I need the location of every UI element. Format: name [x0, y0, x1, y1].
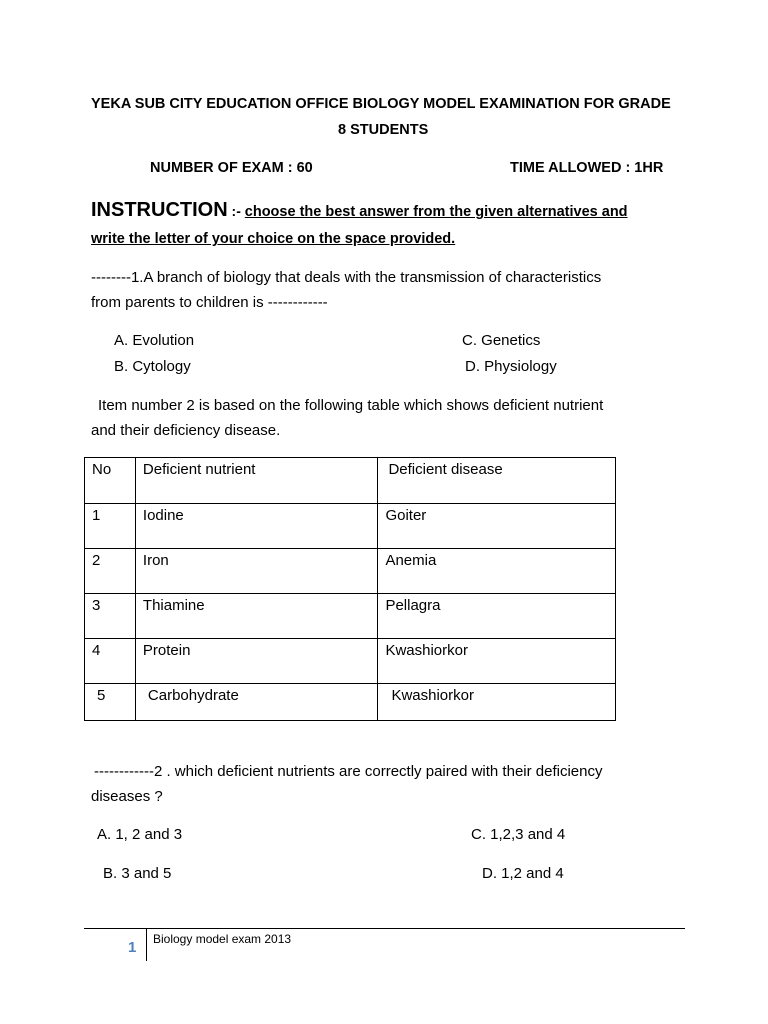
exam-title-line2: 8 STUDENTS [338, 122, 429, 138]
instruction-separator: :- [227, 203, 245, 219]
question-1-option-d: D. Physiology [465, 358, 557, 375]
row-number: 5 [97, 687, 106, 704]
instruction-text-line2: write the letter of your choice on the space provided. [91, 231, 456, 247]
table-row [85, 684, 616, 721]
table-cell [378, 684, 616, 721]
row-nutrient: Carbohydrate [147, 687, 239, 704]
table-cell [85, 639, 136, 684]
table-cell [135, 504, 378, 549]
question-2-option-d: D. 1,2 and 4 [482, 865, 564, 882]
table-cell [378, 504, 616, 549]
table-row [85, 504, 616, 549]
row-number: 1 [92, 507, 101, 524]
exam-title-line1: YEKA SUB CITY EDUCATION OFFICE BIOLOGY MODEL EXAMINATION FOR GRADE [91, 96, 671, 112]
item-intro-line2: and their deficiency disease. [91, 422, 281, 439]
nutrient-table [84, 457, 616, 721]
row-disease: Pellagra [385, 597, 441, 614]
row-disease: Goiter [385, 507, 427, 524]
row-number: 4 [92, 642, 101, 659]
table-cell [378, 549, 616, 594]
table-cell [135, 684, 378, 721]
question-2-option-c: C. 1,2,3 and 4 [471, 826, 566, 843]
footer-divider [84, 928, 685, 929]
table-cell [85, 549, 136, 594]
table-row [85, 639, 616, 684]
table-cell [135, 639, 378, 684]
table-cell [85, 594, 136, 639]
question-1-option-b: B. Cytology [114, 358, 191, 375]
footer-text: Biology model exam 2013 [153, 932, 292, 946]
row-nutrient: Protein [142, 642, 191, 659]
number-of-exam: NUMBER OF EXAM : 60 [150, 160, 313, 176]
row-number: 3 [92, 597, 101, 614]
item-intro-line1: Item number 2 is based on the following table which shows deficient nutrient [98, 397, 604, 414]
row-nutrient: Iron [142, 552, 169, 569]
instruction-block [91, 199, 628, 222]
footer-vertical-divider [146, 928, 147, 961]
question-2-line1: ------------2 . which deficient nutrients are correctly paired with their deficiency [94, 763, 603, 780]
row-disease: Kwashiorkor [385, 642, 468, 659]
question-2-option-a: A. 1, 2 and 3 [97, 826, 183, 843]
table-cell [378, 639, 616, 684]
table-row [85, 549, 616, 594]
question-2-line2: diseases ? [91, 788, 163, 805]
table-header-cell [135, 458, 378, 504]
table-cell [85, 504, 136, 549]
page-number: 1 [128, 939, 137, 956]
table-header-no: No [92, 461, 112, 478]
table-header-row [85, 458, 616, 504]
table-cell [378, 594, 616, 639]
row-disease: Kwashiorkor [391, 687, 474, 704]
question-1-line2: from parents to children is ------------ [91, 294, 328, 311]
question-1-option-c: C. Genetics [462, 332, 541, 349]
question-1-line1: --------1.A branch of biology that deals with the transmission of characteristics [91, 269, 602, 286]
row-nutrient: Iodine [142, 507, 184, 524]
table-cell [85, 684, 136, 721]
table-cell [135, 549, 378, 594]
table-row [85, 594, 616, 639]
row-number: 2 [92, 552, 101, 569]
table-header-disease: Deficient disease [388, 461, 503, 478]
question-2-option-b: B. 3 and 5 [103, 865, 172, 882]
instruction-text-line1: choose the best answer from the given alternatives and [244, 204, 628, 220]
table-header-cell [85, 458, 136, 504]
row-nutrient: Thiamine [142, 597, 205, 614]
table-header-cell [378, 458, 616, 504]
table-cell [135, 594, 378, 639]
table-header-nutrient: Deficient nutrient [142, 461, 256, 478]
row-disease: Anemia [385, 552, 437, 569]
time-allowed: TIME ALLOWED : 1HR [510, 160, 664, 176]
instruction-label: INSTRUCTION [91, 199, 228, 221]
question-1-option-a: A. Evolution [114, 332, 195, 349]
